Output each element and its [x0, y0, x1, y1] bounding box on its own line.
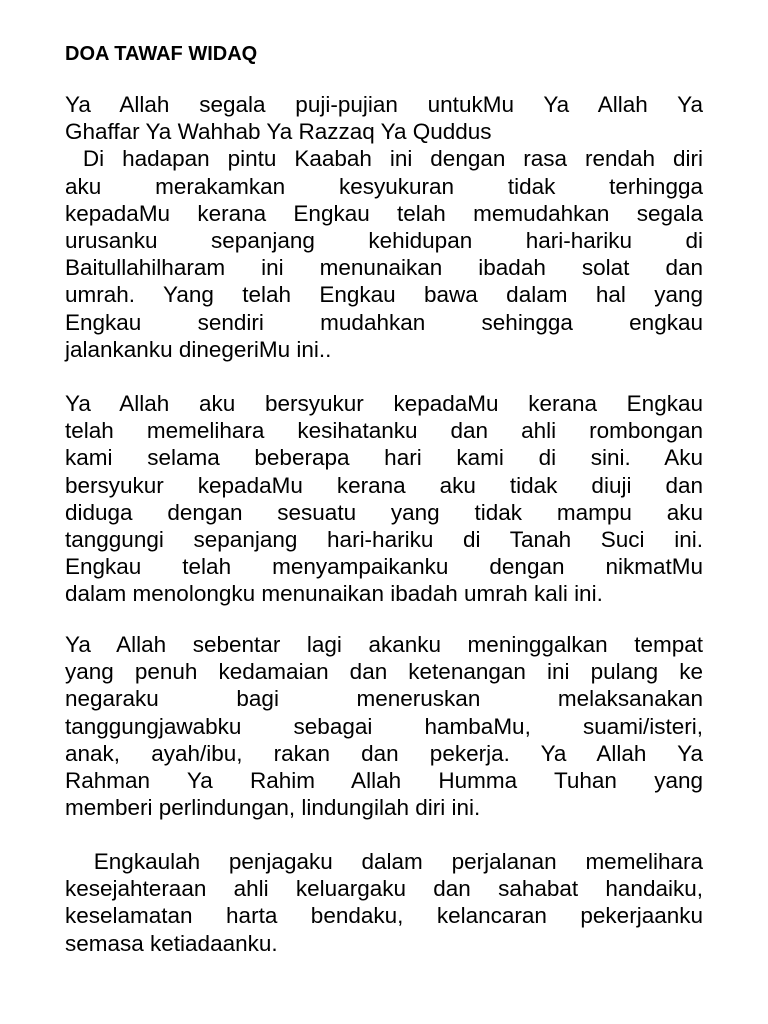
paragraph-line: Engkau sendiri mudahkan sehingga engkau — [65, 309, 703, 335]
paragraph-line: Ghaffar Ya Wahhab Ya Razzaq Ya Quddus — [65, 119, 492, 145]
paragraph-line: tanggungi sepanjang hari-hariku di Tanah Suci ini. — [65, 526, 703, 552]
paragraph-line: aku merakamkan kesyukuran tidak terhingga — [65, 173, 703, 199]
paragraph-line: diduga dengan sesuatu yang tidak mampu aku — [65, 499, 703, 525]
paragraph-line: kami selama beberapa hari kami di sini. Aku — [65, 445, 703, 471]
paragraph-line: Ya Allah aku bersyukur kepadaMu kerana Engkau — [65, 391, 703, 416]
paragraph-line: dalam menolongku menunaikan ibadah umrah kali ini. — [65, 581, 603, 607]
paragraph-3 — [65, 631, 703, 821]
paragraph-line: keselamatan harta bendaku, kelancaran pekerjaanku — [65, 903, 703, 929]
paragraph-line: Rahman Ya Rahim Allah Humma Tuhan yang — [65, 767, 703, 793]
paragraph-line: tanggungjawabku sebagai hambaMu, suami/isteri, — [65, 713, 703, 739]
paragraph-2 — [65, 390, 703, 608]
paragraph-line: Ya Allah segala puji-pujian untukMu Ya Allah Ya — [65, 92, 703, 117]
paragraph-line: anak, ayah/ibu, rakan dan pekerja. Ya Allah Ya — [65, 740, 703, 766]
paragraph-line: bersyukur kepadaMu kerana aku tidak diuji dan — [65, 472, 703, 498]
paragraph-line: telah memelihara kesihatanku dan ahli rombongan — [65, 418, 703, 444]
paragraph-line: yang penuh kedamaian dan ketenangan ini pulang ke — [65, 659, 703, 685]
paragraph-line: Ya Allah sebentar lagi akanku meninggalkan tempat — [65, 632, 703, 657]
paragraph-line: kepadaMu kerana Engkau telah memudahkan segala — [65, 200, 703, 226]
paragraph-1 — [65, 91, 703, 363]
paragraph-line: Di hadapan pintu Kaabah ini dengan rasa rendah diri — [65, 146, 703, 172]
document-title: DOA TAWAF WIDAQ — [65, 43, 258, 65]
paragraph-line: semasa ketiadaanku. — [65, 930, 278, 956]
paragraph-line: Engkaulah penjagaku dalam perjalanan memelihara — [65, 849, 703, 874]
paragraph-line: Baitullahilharam ini menunaikan ibadah solat dan — [65, 255, 703, 281]
paragraph-4 — [65, 848, 703, 957]
paragraph-line: Engkau telah menyampaikanku dengan nikmatMu — [65, 554, 703, 580]
paragraph-line: urusanku sepanjang kehidupan hari-hariku di — [65, 227, 703, 253]
paragraph-line: kesejahteraan ahli keluargaku dan sahabat handaiku, — [65, 876, 703, 902]
paragraph-line: jalankanku dinegeriMu ini.. — [65, 336, 332, 362]
paragraph-line: negaraku bagi meneruskan melaksanakan — [65, 686, 703, 712]
paragraph-line: memberi perlindungan, lindungilah diri ini. — [65, 795, 481, 821]
paragraph-line: umrah. Yang telah Engkau bawa dalam hal yang — [65, 282, 703, 308]
